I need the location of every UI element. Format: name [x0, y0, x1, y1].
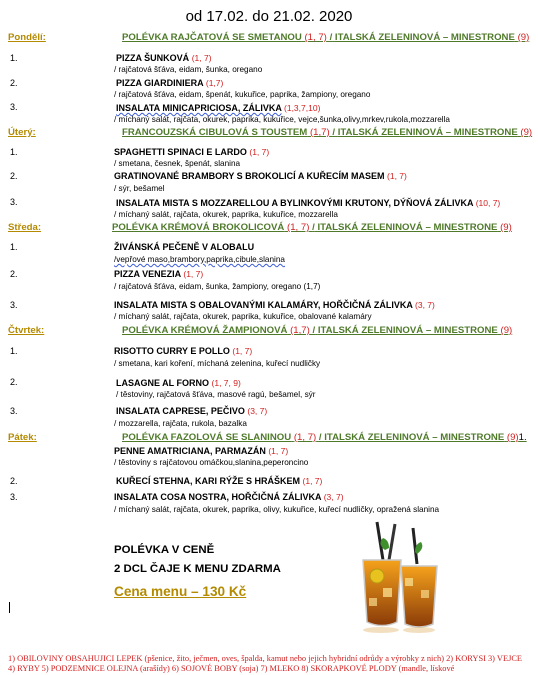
iced-tea-glasses-icon [355, 518, 445, 638]
soup-1-allergens: (1, 7) [287, 222, 310, 233]
soup-1-allergens: (1, 7) [293, 432, 317, 443]
dish-name: PENNE AMATRICIANA, PARMAZÁN (1, 7) [114, 446, 289, 456]
dish-name: PIZZA GIARDINIERA (1,7) [116, 78, 224, 88]
dish-name: INSALATA MINICAPRICIOSA, ZÁLIVKA (1,3,7,10) [116, 103, 321, 113]
day-row-tuesday [8, 127, 533, 139]
dish-name: PIZZA ŠUNKOVÁ (1, 7) [116, 53, 212, 63]
dish-allergens: (3, 7) [323, 492, 344, 502]
day-name: Pátek: [8, 432, 37, 443]
item-number: 3. [10, 102, 18, 112]
dish-allergens: (1, 7) [268, 446, 289, 456]
promo-soup-included: POLÉVKA V CENĚ [114, 544, 215, 556]
soup-1-allergens: (1, 7) [304, 32, 327, 43]
dish-ingredients: / smetana, kari koření, míchaná zelenina, kuřecí nudličky [114, 359, 321, 368]
soup-2: ITALSKÁ ZELENINOVÁ – MINESTRONE [337, 127, 518, 138]
dish-name: INSALATA COSA NOSTRA, HOŘČIČNÁ ZÁLIVKA (3, 7) [114, 492, 344, 502]
item-number: 2. [10, 171, 18, 181]
menu-title: od 17.02. do 21.02. 2020 [185, 8, 353, 25]
soup-1: POLÉVKA FAZOLOVÁ SE SLANINOU [122, 432, 292, 443]
soup-line [122, 32, 529, 43]
dish-ingredients: / míchaný salát, rajčata, okurek, paprika, kukuřice, vejce,šunka,olivy,mrkev,rukola,mozzarella [114, 115, 450, 124]
dish-ingredients: / rajčatová šťáva, eidam, špenát, kukuřice, paprika, žampiony, oregano [114, 90, 371, 99]
dish-name: INSALATA MISTA S MOZZARELLOU A BYLINKOVÝMI KRUTONY, DÝŇOVÁ ZÁLIVKA (10, 7) [116, 198, 501, 208]
soup-1-allergens: (1,7) [290, 325, 310, 336]
dish-name: INSALATA MISTA S OBALOVANÝMI KALAMÁRY, HOŘČIČNÁ ZÁLIVKA (3, 7) [114, 300, 435, 310]
soup-separator: / [329, 32, 333, 43]
item-number: 2. [10, 269, 18, 279]
dish-name: RISOTTO CURRY E POLLO (1, 7) [114, 346, 253, 356]
item-number: 1. [10, 346, 18, 356]
item-number: 3. [10, 197, 18, 207]
dish-allergens: (1, 7) [232, 346, 253, 356]
dish-allergens: (1,3,7,10) [284, 103, 321, 113]
day-name: Pondělí: [8, 32, 46, 43]
text-cursor [9, 602, 10, 613]
dish-ingredients: / smetana, česnek, špenát, slanina [114, 159, 241, 168]
soup-2: ITALSKÁ ZELENINOVÁ – MINESTRONE [317, 222, 498, 233]
soup-2-allergens: (9) [500, 222, 512, 233]
soup-line [122, 127, 532, 138]
soup-2-allergens: (9) [517, 32, 530, 43]
dish-allergens: (1, 7) [191, 53, 212, 63]
dish-ingredients: / míchaný salát, rajčata, okurek, paprika, olivy, kukuřice, kuřecí nudličky, opražená slanina [114, 505, 440, 514]
dish-ingredients: / mozzarella, rajčata, rukola, bazalka [114, 419, 247, 428]
dish-ingredients: / sýr, bešamel [114, 184, 165, 193]
dish-ingredients: / rajčatová šťáva, eidam, šunka, oregano [114, 65, 263, 74]
soup-1: POLÉVKA RAJČATOVÁ SE SMETANOU [122, 32, 302, 43]
soup-2-allergens: (9) [506, 432, 519, 443]
item-number: 3. [10, 406, 18, 416]
dish-name: SPAGHETTI SPINACI E LARDO (1, 7) [114, 147, 270, 157]
item-number: 1. [10, 53, 18, 63]
day-name: Čtvrtek: [8, 325, 45, 336]
soup-line [122, 325, 512, 336]
item-number: 1. [10, 147, 18, 157]
dish-ingredients: / rajčatová šťáva, eidam, šunka, žampiony, oregano (1,7) [114, 282, 321, 291]
item-number: 3. [10, 300, 18, 310]
dish-allergens: (1, 7) [249, 147, 270, 157]
soup-separator: / [312, 325, 316, 336]
dish-allergens: (1,7) [205, 78, 224, 88]
allergen-legend: 1) OBILOVINY OBSAHUJICI LEPEK (pšenice, žito, ječmen, oves, špalda, kamut nebo jejich hybridní odrůdy a výrobky z nich) 2) KORYSI 3) VEJCE 4) RYBY 5) PODZEMNICE OLEJNA (arašídy) 6) SOJOVÉ BOBY (soja) 7) MLEKO 8) SKORAPKOVÉ PLODY (mandle, lískové [8, 654, 523, 673]
menu-price: Cena menu – 130 Kč [114, 584, 247, 599]
soup-separator: / [332, 127, 336, 138]
soup-1-allergens: (1,7) [309, 127, 330, 138]
dish-allergens: (10, 7) [475, 198, 501, 208]
dish-ingredients: / těstoviny s rajčatovou omáčkou,slanina,peperoncino [114, 458, 309, 467]
dish-name: GRATINOVANÉ BRAMBORY S BROKOLICÍ A KUŘECÍM MASEM (1, 7) [114, 171, 407, 181]
dish-ingredients: /vepřové maso,brambory,paprika,cibule,slanina [114, 255, 285, 264]
day-row-friday [8, 432, 530, 444]
dish-allergens: (3, 7) [247, 406, 268, 416]
dish-name: KUŘECÍ STEHNA, KARI RÝŽE S HRÁŠKEM (1, 7) [116, 476, 323, 486]
dish-ingredients: / míchaný salát, rajčata, okurek, paprika, kukuřice, obalované kalamáry [114, 312, 372, 321]
dish-ingredients: / těstoviny, rajčatová šťáva, masové ragú, bešamel, sýr [116, 390, 316, 399]
soup-line [112, 222, 512, 233]
day-row-monday [8, 32, 530, 44]
soup-separator: / [312, 222, 315, 233]
item-number: 3. [10, 492, 18, 502]
soup-line [122, 432, 527, 443]
dish-name: PIZZA VENEZIA (1, 7) [114, 269, 204, 279]
soup-1: FRANCOUZSKÁ CIBULOVÁ S TOUSTEM [122, 127, 308, 138]
dish-allergens: (1, 7) [183, 269, 204, 279]
soup-separator: / [318, 432, 322, 443]
item-number: 2. [10, 377, 18, 387]
dish-allergens: (1, 7, 9) [211, 378, 241, 388]
day-row-thursday [8, 325, 530, 337]
day-name: Úterý: [8, 127, 36, 138]
dish-name: LASAGNE AL FORNO (1, 7, 9) [116, 378, 241, 388]
day-name: Středa: [8, 222, 42, 233]
soup-2: ITALSKÁ ZELENINOVÁ – MINESTRONE [334, 32, 515, 43]
dish-allergens: (1, 7) [387, 171, 407, 181]
dish-allergens: (1, 7) [302, 476, 323, 486]
dish-name: INSALATA CAPRESE, PEČIVO (3, 7) [116, 406, 268, 416]
day-row-wednesday [8, 222, 530, 234]
item-number: 2. [10, 78, 18, 88]
soup-2: ITALSKÁ ZELENINOVÁ – MINESTRONE [317, 325, 498, 336]
soup-2-allergens: (9) [520, 127, 533, 138]
soup-2: ITALSKÁ ZELENINOVÁ – MINESTRONE [324, 432, 505, 443]
item-number: 2. [10, 476, 18, 486]
dish-ingredients: / míchaný salát, rajčata, okurek, paprika, kukuřice, mozzarella [114, 210, 338, 219]
soup-suffix: 1. [518, 432, 527, 443]
item-number: 1. [10, 242, 18, 252]
dish-allergens: (3, 7) [415, 300, 435, 310]
dish-name: ŽIVÁNSKÁ PEČENĚ V ALOBALU [114, 242, 255, 252]
soup-2-allergens: (9) [500, 325, 513, 336]
promo-free-tea: 2 DCL ČAJE K MENU ZDARMA [114, 563, 281, 575]
soup-1: POLÉVKA KRÉMOVÁ BROKOLICOVÁ [112, 222, 285, 233]
soup-1: POLÉVKA KRÉMOVÁ ŽAMPIONOVÁ [122, 325, 288, 336]
